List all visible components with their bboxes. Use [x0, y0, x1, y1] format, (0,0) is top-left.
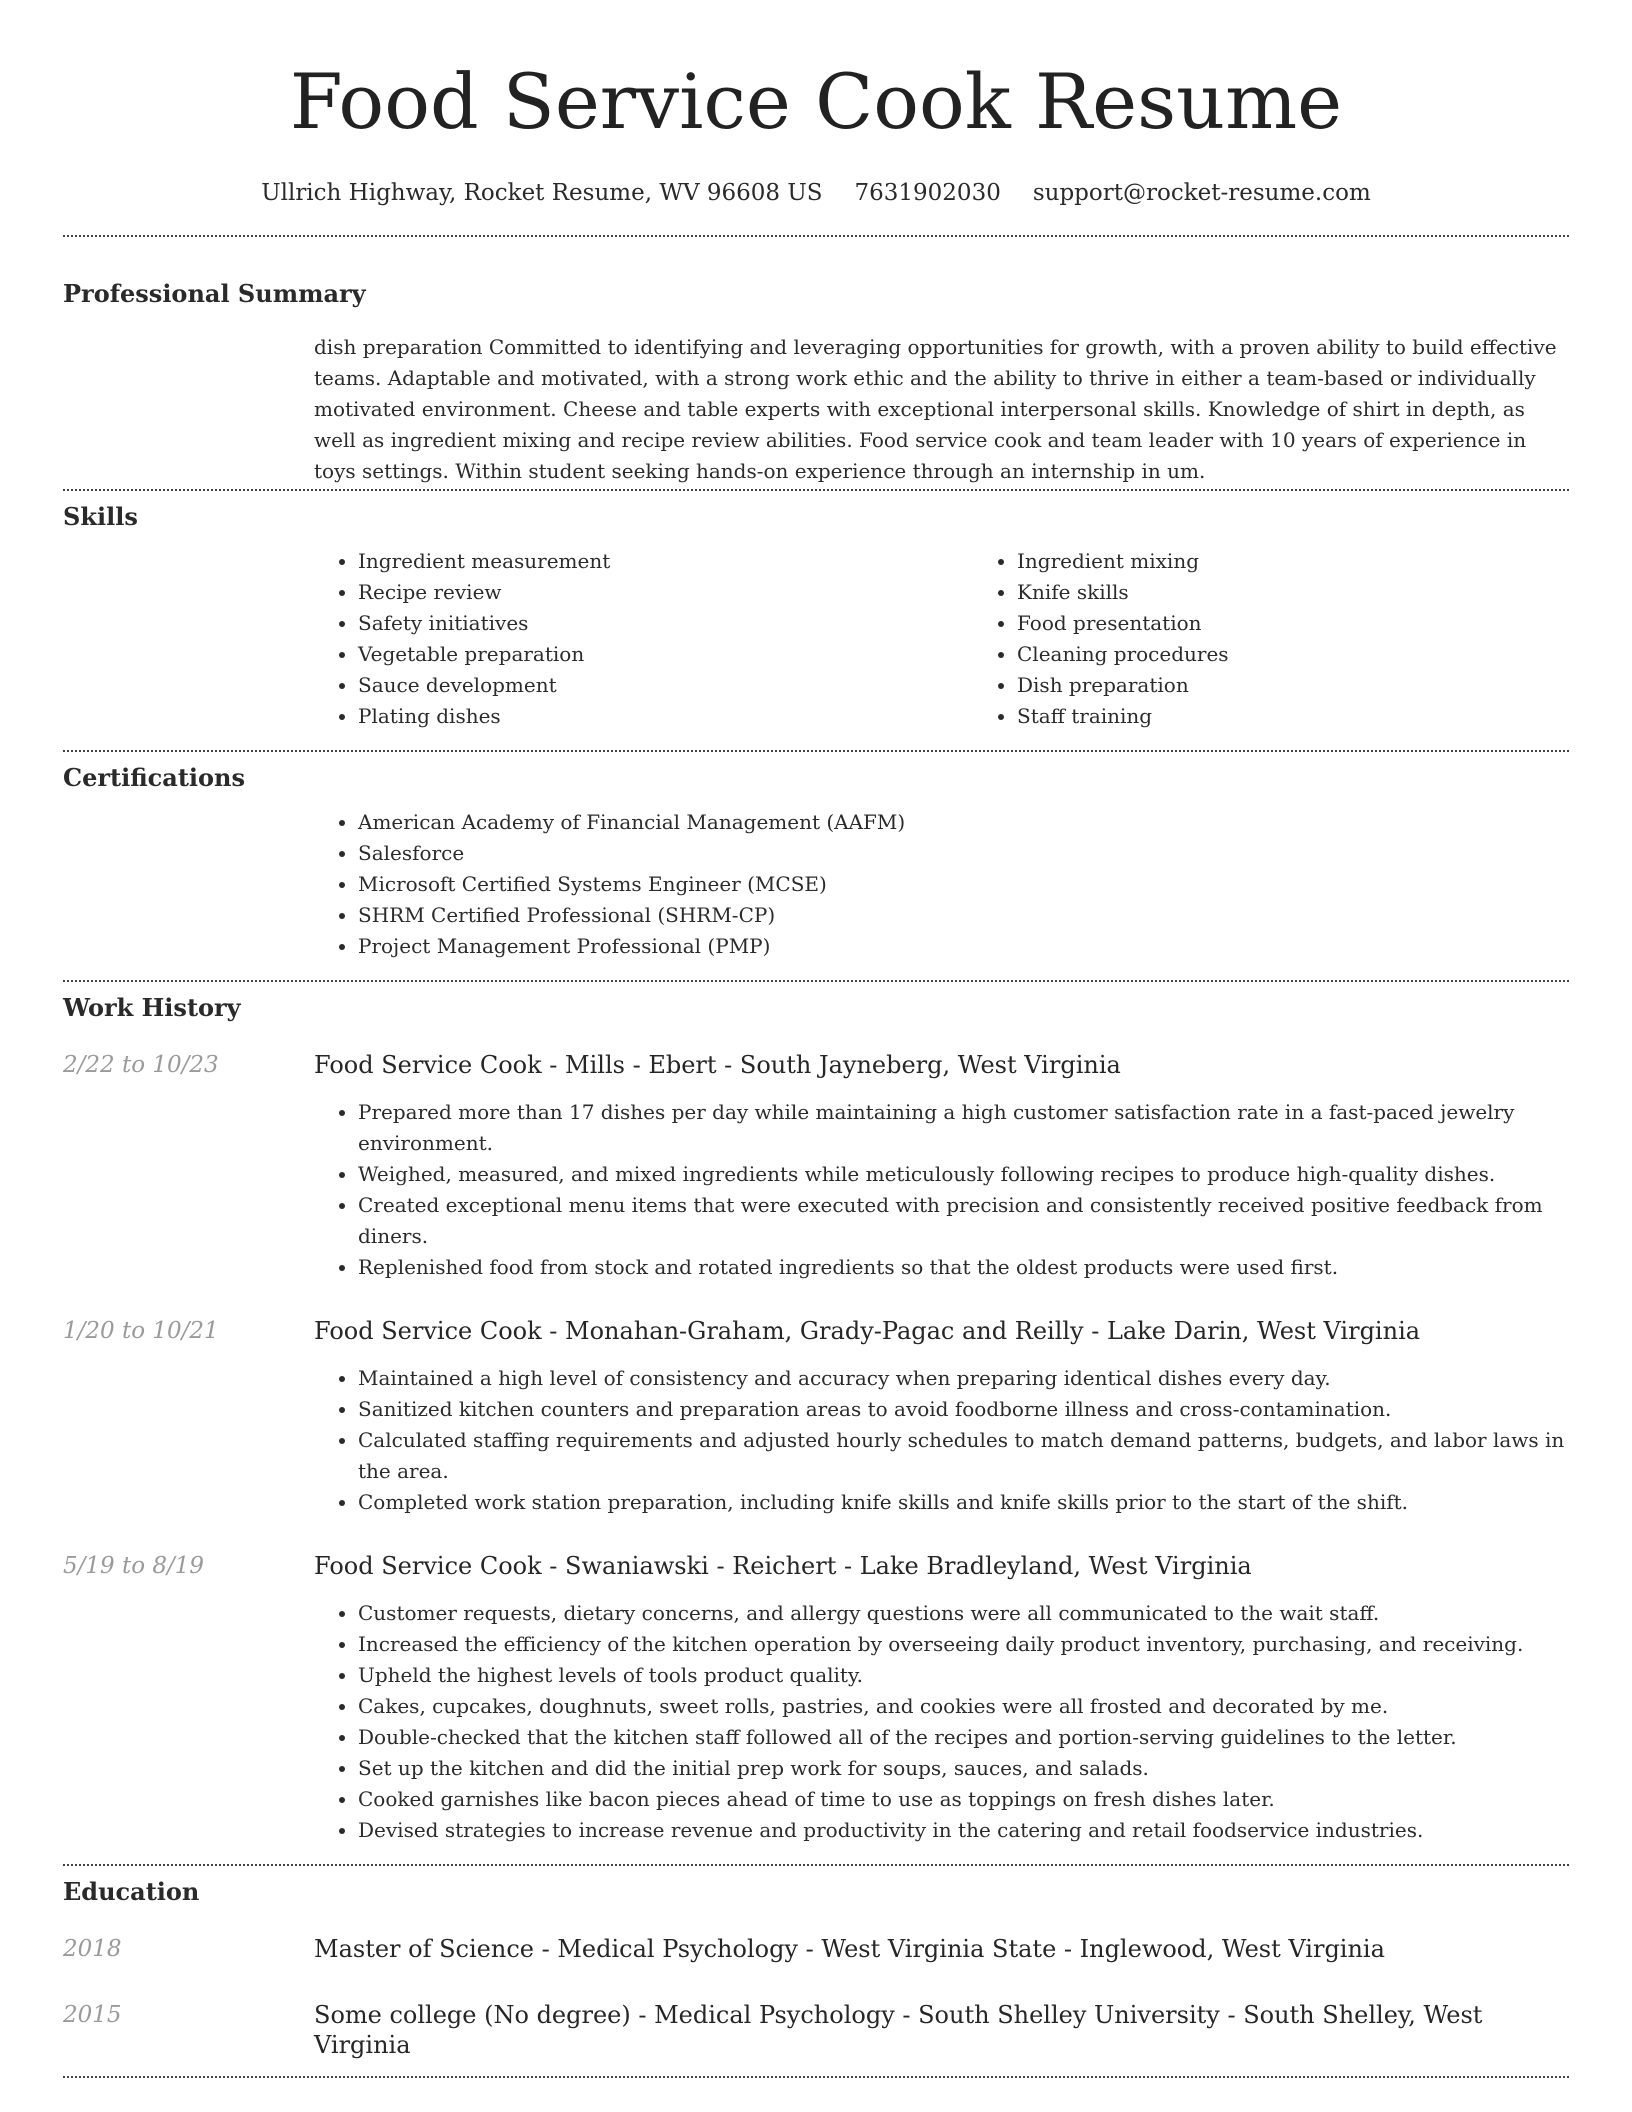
- job-entry: [63, 1551, 1569, 1846]
- job-bullet: • Completed work station preparation, including knife skills and knife skills prior to the start of the shift.: [358, 1487, 1569, 1518]
- section-divider: [63, 489, 1569, 491]
- job-bullet: • Set up the kitchen and did the initial prep work for soups, sauces, and salads.: [358, 1753, 1569, 1784]
- job-bullet: • Devised strategies to increase revenue and productivity in the catering and retail foodservice industries.: [358, 1815, 1569, 1846]
- education-title: Master of Science - Medical Psychology - West Virginia State - Inglewood, West Virginia: [314, 1935, 1385, 1963]
- certification-item: • Project Management Professional (PMP): [358, 931, 1569, 962]
- job-entry: [63, 1316, 1569, 1518]
- work-history-heading: Work History: [63, 993, 241, 1022]
- education-heading: Education: [63, 1877, 200, 1906]
- skill-item: • Food presentation: [1017, 608, 1632, 639]
- education-section: [63, 1877, 1569, 2060]
- section-divider: [63, 2076, 1569, 2078]
- skill-item: • Cleaning procedures: [1017, 639, 1632, 670]
- job-title: Food Service Cook - Monahan-Graham, Grady-Pagac and Reilly - Lake Darin, West Virginia: [314, 1317, 1421, 1345]
- skill-item: • Vegetable preparation: [358, 639, 973, 670]
- job-bullet: • Sanitized kitchen counters and preparation areas to avoid foodborne illness and cross-contamination.: [358, 1394, 1569, 1425]
- education-year: 2015: [63, 2002, 122, 2028]
- contact-line: [63, 178, 1569, 208]
- summary-text: dish preparation Committed to identifying and leveraging opportunities for growth, with a proven ability to build effective teams. Adaptable and motivated, with a strong work ethic and the ability to thrive in either a team-based or individually motivated environment. Cheese and table experts with exceptional interpersonal skills. Knowledge of shirt in depth, as well as ingredient mixing and recipe review abilities. Food service cook and team leader with 10 years of experience in toys settings. Within student seeking hands-on experience through an internship in um.: [314, 335, 1557, 483]
- job-bullet: • Replenished food from stock and rotated ingredients so that the oldest products were used first.: [358, 1252, 1569, 1283]
- skill-item: • Plating dishes: [358, 701, 973, 732]
- job-dates: 5/19 to 8/19: [63, 1553, 205, 1579]
- job-bullet: • Double-checked that the kitchen staff followed all of the recipes and portion-serving guidelines to the letter.: [358, 1722, 1569, 1753]
- job-bullet: • Prepared more than 17 dishes per day while maintaining a high customer satisfaction rate in a fast-paced jewelry environment.: [358, 1097, 1569, 1159]
- skill-item: • Sauce development: [358, 670, 973, 701]
- skills-list-right: [973, 546, 1632, 732]
- contact-email: support@rocket-resume.com: [1032, 180, 1371, 206]
- job-bullet: • Upheld the highest levels of tools product quality.: [358, 1660, 1569, 1691]
- skill-item: • Knife skills: [1017, 577, 1632, 608]
- skills-section: [63, 502, 1569, 732]
- certifications-list: [314, 807, 1569, 962]
- resume-title: Food Service Cook Resume: [289, 57, 1343, 146]
- job-bullets: [314, 1598, 1569, 1846]
- skill-item: • Ingredient mixing: [1017, 546, 1632, 577]
- job-bullet: • Cooked garnishes like bacon pieces ahead of time to use as toppings on fresh dishes later.: [358, 1784, 1569, 1815]
- education-entry: [63, 2000, 1569, 2060]
- job-bullets: [314, 1363, 1569, 1518]
- certification-item: • Microsoft Certified Systems Engineer (MCSE): [358, 869, 1569, 900]
- summary-heading: Professional Summary: [63, 279, 366, 308]
- job-entry: [63, 1050, 1569, 1283]
- section-divider: [63, 980, 1569, 982]
- section-divider: [63, 1864, 1569, 1866]
- job-bullet: • Maintained a high level of consistency and accuracy when preparing identical dishes every day.: [358, 1363, 1569, 1394]
- job-title: Food Service Cook - Swaniawski - Reichert - Lake Bradleyland, West Virginia: [314, 1552, 1252, 1580]
- job-bullets: [314, 1097, 1569, 1283]
- certification-item: • SHRM Certified Professional (SHRM-CP): [358, 900, 1569, 931]
- skill-item: • Ingredient measurement: [358, 546, 973, 577]
- skill-item: • Staff training: [1017, 701, 1632, 732]
- work-history-section: [63, 993, 1569, 1846]
- contact-address: Ullrich Highway, Rocket Resume, WV 96608 US: [261, 180, 823, 206]
- section-divider: [63, 750, 1569, 752]
- job-bullet: • Created exceptional menu items that were executed with precision and consistently received positive feedback from diners.: [358, 1190, 1569, 1252]
- job-dates: 1/20 to 10/21: [63, 1318, 219, 1344]
- education-entry: [63, 1934, 1569, 1964]
- section-divider: [63, 235, 1569, 237]
- certification-item: • Salesforce: [358, 838, 1569, 869]
- job-dates: 2/22 to 10/23: [63, 1052, 219, 1078]
- education-year: 2018: [63, 1936, 122, 1962]
- job-bullet: • Calculated staffing requirements and adjusted hourly schedules to match demand patterns, budgets, and labor laws in the area.: [358, 1425, 1569, 1487]
- job-title: Food Service Cook - Mills - Ebert - South Jayneberg, West Virginia: [314, 1051, 1121, 1079]
- skills-list-left: [314, 546, 973, 732]
- skill-item: • Safety initiatives: [358, 608, 973, 639]
- certifications-heading: Certifications: [63, 763, 246, 792]
- skill-item: • Dish preparation: [1017, 670, 1632, 701]
- job-bullet: • Customer requests, dietary concerns, and allergy questions were all communicated to the wait staff.: [358, 1598, 1569, 1629]
- summary-section: [63, 279, 1569, 487]
- education-title: Some college (No degree) - Medical Psychology - South Shelley University - South Shelley, West Virginia: [314, 2001, 1483, 2059]
- contact-phone: 7631902030: [854, 180, 1001, 206]
- skill-item: • Recipe review: [358, 577, 973, 608]
- job-bullet: • Weighed, measured, and mixed ingredients while meticulously following recipes to produce high-quality dishes.: [358, 1159, 1569, 1190]
- certifications-section: [63, 763, 1569, 962]
- skills-heading: Skills: [63, 502, 138, 531]
- job-bullet: • Increased the efficiency of the kitchen operation by overseeing daily product inventory, purchasing, and receiving.: [358, 1629, 1569, 1660]
- certification-item: • American Academy of Financial Management (AAFM): [358, 807, 1569, 838]
- job-bullet: • Cakes, cupcakes, doughnuts, sweet rolls, pastries, and cookies were all frosted and decorated by me.: [358, 1691, 1569, 1722]
